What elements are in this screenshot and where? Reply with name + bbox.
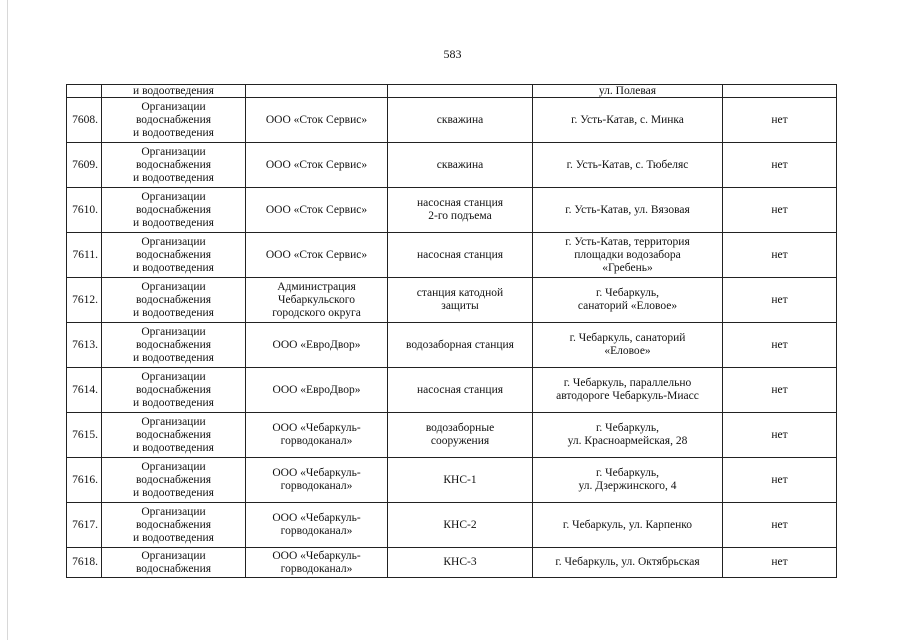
cell-number: 7616. [67, 458, 102, 503]
table-row [67, 188, 837, 233]
cell-operator: ООО «Чебаркуль- горводоканал» [246, 503, 388, 548]
cell-object: станция катодной защиты [388, 278, 533, 323]
cell-operator: ООО «ЕвроДвор» [246, 368, 388, 413]
cell-object: насосная станция [388, 233, 533, 278]
cell-organization-type: и водоотведения [102, 85, 246, 98]
registry-table-body [67, 85, 837, 578]
cell-number: 7610. [67, 188, 102, 233]
cell-number: 7609. [67, 143, 102, 188]
cell-object: КНС-1 [388, 458, 533, 503]
table-row [67, 458, 837, 503]
cell-flag: нет [723, 233, 837, 278]
cell-organization-type: Организации водоснабжения и водоотведения [102, 143, 246, 188]
cell-flag: нет [723, 458, 837, 503]
scan-edge-line [7, 0, 8, 640]
cell-flag: нет [723, 503, 837, 548]
cell-flag [723, 85, 837, 98]
cell-number: 7608. [67, 98, 102, 143]
cell-object: насосная станция 2-го подъема [388, 188, 533, 233]
cell-number: 7611. [67, 233, 102, 278]
cell-organization-type: Организации водоснабжения [102, 548, 246, 578]
cell-operator: ООО «Чебаркуль- горводоканал» [246, 458, 388, 503]
table-row [67, 503, 837, 548]
cell-operator: ООО «Сток Сервис» [246, 188, 388, 233]
cell-address: г. Чебаркуль, санаторий «Еловое» [533, 323, 723, 368]
cell-operator: ООО «Сток Сервис» [246, 98, 388, 143]
cell-address: г. Чебаркуль, ул. Карпенко [533, 503, 723, 548]
cell-organization-type: Организации водоснабжения и водоотведения [102, 278, 246, 323]
cell-operator: ООО «ЕвроДвор» [246, 323, 388, 368]
cell-address: ул. Полевая [533, 85, 723, 98]
cell-flag: нет [723, 323, 837, 368]
cell-flag: нет [723, 368, 837, 413]
cell-number: 7618. [67, 548, 102, 578]
cell-address: г. Усть-Катав, с. Минка [533, 98, 723, 143]
cell-organization-type: Организации водоснабжения и водоотведения [102, 98, 246, 143]
cell-object: насосная станция [388, 368, 533, 413]
cell-operator: ООО «Чебаркуль- горводоканал» [246, 413, 388, 458]
cell-number: 7614. [67, 368, 102, 413]
cell-operator: Администрация Чебаркульского городского округа [246, 278, 388, 323]
cell-address: г. Усть-Катав, территория площадки водозабора «Гребень» [533, 233, 723, 278]
table-row [67, 368, 837, 413]
cell-flag: нет [723, 143, 837, 188]
cell-operator: ООО «Сток Сервис» [246, 233, 388, 278]
cell-address: г. Усть-Катав, ул. Вязовая [533, 188, 723, 233]
cell-flag: нет [723, 548, 837, 578]
cell-object: водозаборная станция [388, 323, 533, 368]
table-row [67, 233, 837, 278]
table-row [67, 98, 837, 143]
cell-number: 7615. [67, 413, 102, 458]
cell-number: 7617. [67, 503, 102, 548]
cell-organization-type: Организации водоснабжения и водоотведения [102, 503, 246, 548]
cell-object: КНС-2 [388, 503, 533, 548]
cell-number: 7612. [67, 278, 102, 323]
registry-table [66, 84, 837, 578]
table-row [67, 548, 837, 578]
cell-number: 7613. [67, 323, 102, 368]
cell-object: скважина [388, 98, 533, 143]
cell-object: КНС-3 [388, 548, 533, 578]
cell-object: водозаборные сооружения [388, 413, 533, 458]
cell-flag: нет [723, 188, 837, 233]
cell-organization-type: Организации водоснабжения и водоотведения [102, 323, 246, 368]
cell-address: г. Чебаркуль, санаторий «Еловое» [533, 278, 723, 323]
cell-address: г. Усть-Катав, с. Тюбеляс [533, 143, 723, 188]
table-row [67, 323, 837, 368]
cell-operator [246, 85, 388, 98]
cell-address: г. Чебаркуль, ул. Дзержинского, 4 [533, 458, 723, 503]
continuation-row [67, 85, 837, 98]
table-row [67, 413, 837, 458]
cell-number [67, 85, 102, 98]
cell-flag: нет [723, 278, 837, 323]
cell-address: г. Чебаркуль, параллельно автодороге Чебаркуль-Миасс [533, 368, 723, 413]
cell-organization-type: Организации водоснабжения и водоотведения [102, 368, 246, 413]
cell-organization-type: Организации водоснабжения и водоотведения [102, 413, 246, 458]
cell-object [388, 85, 533, 98]
table-row [67, 143, 837, 188]
cell-operator: ООО «Сток Сервис» [246, 143, 388, 188]
cell-operator: ООО «Чебаркуль- горводоканал» [246, 548, 388, 578]
cell-address: г. Чебаркуль, ул. Красноармейская, 28 [533, 413, 723, 458]
cell-organization-type: Организации водоснабжения и водоотведения [102, 458, 246, 503]
cell-flag: нет [723, 413, 837, 458]
cell-object: скважина [388, 143, 533, 188]
table-row [67, 278, 837, 323]
cell-address: г. Чебаркуль, ул. Октябрьская [533, 548, 723, 578]
page-number: 583 [443, 47, 462, 61]
cell-flag: нет [723, 98, 837, 143]
cell-organization-type: Организации водоснабжения и водоотведения [102, 188, 246, 233]
cell-organization-type: Организации водоснабжения и водоотведения [102, 233, 246, 278]
